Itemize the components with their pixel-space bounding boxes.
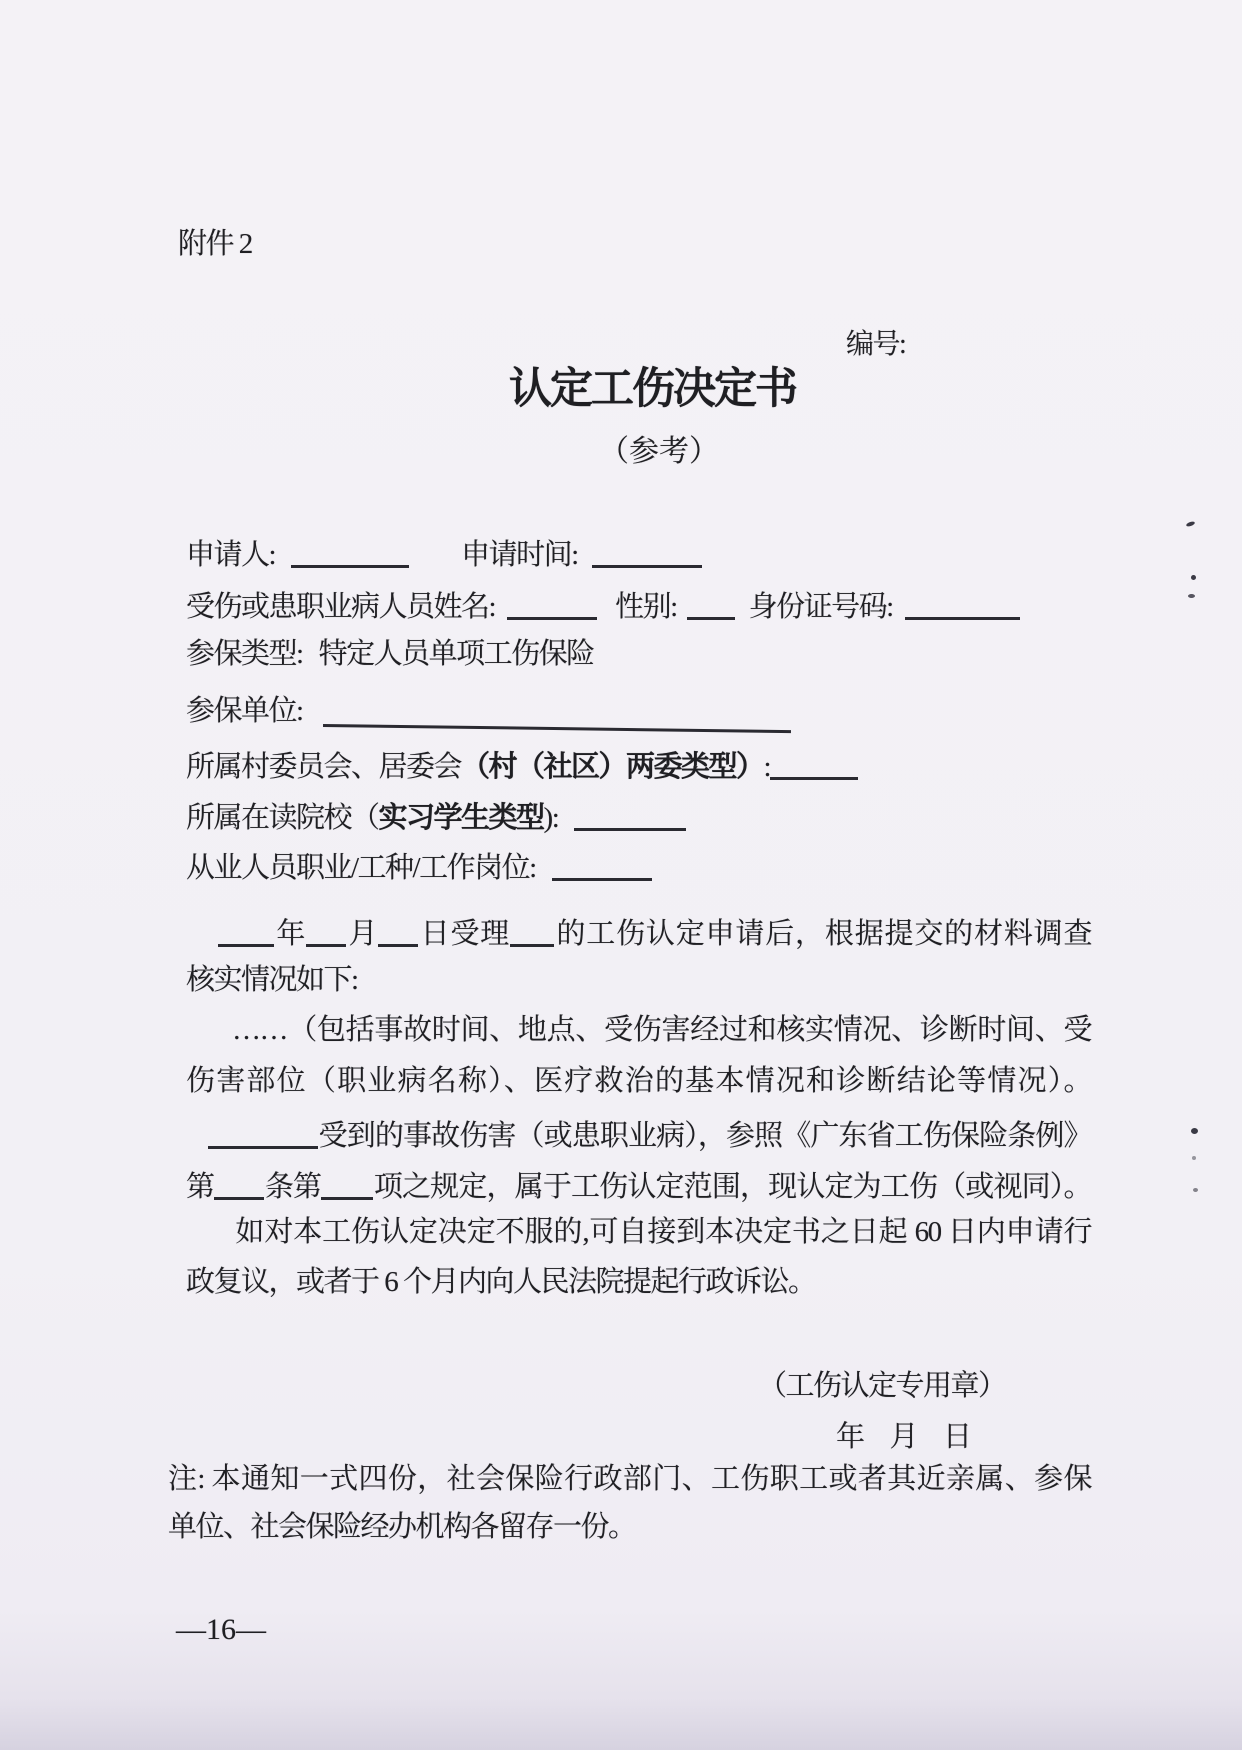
text: 受到的事故伤害（或患职业病），参照《广东省工伤保险条例》 xyxy=(318,1120,1091,1152)
spacer xyxy=(578,563,592,564)
text: 第 xyxy=(186,1171,215,1203)
form-line-school xyxy=(186,795,686,838)
text: 的工伤认定申请后，根据提交的材料调查 xyxy=(554,918,1091,950)
ink-speck xyxy=(1191,575,1196,580)
date-line xyxy=(836,1419,971,1457)
text: 所属在读院校（ xyxy=(186,802,379,834)
paragraph-appeal-line-2 xyxy=(186,1264,816,1302)
text: 伤害部位（职业病名称）、医疗救治的基本情况和诊断结论等情况）。 xyxy=(186,1065,1091,1097)
ink-speck xyxy=(1186,521,1196,528)
ink-speck xyxy=(1193,1188,1198,1192)
text: 性别: xyxy=(615,591,677,623)
spacer xyxy=(893,615,905,616)
text: 所属村委员会、居委会 xyxy=(186,751,462,783)
doc-number-label: 编号: xyxy=(846,329,906,360)
blank-field xyxy=(510,915,554,947)
text: ): xyxy=(543,802,559,834)
text: 特定人员单项工伤保险 xyxy=(318,638,594,670)
blank-field xyxy=(592,536,702,568)
spacer xyxy=(677,615,687,616)
spacer xyxy=(186,1144,208,1145)
blank-field xyxy=(306,915,346,947)
text: 年 xyxy=(836,1421,864,1453)
text: : xyxy=(763,751,771,783)
form-line-village-committee xyxy=(186,744,858,787)
blank-field xyxy=(552,849,652,881)
blank-field xyxy=(208,1117,318,1149)
blank-field xyxy=(574,799,686,831)
blank-field xyxy=(507,588,597,620)
text: 从业人员职业/工种/工作岗位: xyxy=(186,852,536,884)
page-title: 认定工伤决定书 xyxy=(509,366,796,413)
paragraph-details-line-2 xyxy=(186,1063,1091,1101)
paragraph-appeal-line-1 xyxy=(186,1214,1091,1252)
form-line-applicant xyxy=(186,532,702,575)
blank-field xyxy=(291,536,409,568)
spacer xyxy=(275,563,291,564)
text: （工伤认定专用章） xyxy=(758,1370,1006,1402)
text: 月 xyxy=(346,918,379,950)
text: 日 xyxy=(943,1421,971,1453)
spacer xyxy=(186,1038,232,1039)
attachment-label: 附件 2 xyxy=(178,228,252,260)
text: ……（包括事故时间、地点、受伤害经过和核实情况、诊断时间、受 xyxy=(232,1014,1091,1046)
text: 申请人: xyxy=(186,539,276,571)
paragraph-determination-line-2 xyxy=(186,1164,1091,1207)
ink-speck xyxy=(1191,1128,1198,1134)
spacer xyxy=(495,615,507,616)
form-line-insurance-type xyxy=(186,636,594,674)
spacer xyxy=(558,826,574,827)
paragraph-determination-line-1 xyxy=(186,1113,1091,1156)
text: 注: 本通知一式四份，社会保险行政部门、工伤职工或者其近亲属、参保 xyxy=(168,1463,1091,1495)
text: 如对本工伤认定决定不服的,可自接到本决定书之日起 60 日内申请行 xyxy=(234,1216,1091,1248)
spacer xyxy=(303,662,319,663)
text: 申请时间: xyxy=(461,539,578,571)
text: 项之规定，属于工伤认定范围，现认定为工伤（或视同）。 xyxy=(373,1171,1091,1203)
note-line-1 xyxy=(168,1461,1091,1499)
blank-field xyxy=(214,1168,264,1200)
spacer xyxy=(186,942,218,943)
form-line-occupation xyxy=(186,845,652,888)
text: 政复议，或者于 6 个月内向人民法院提起行政诉讼。 xyxy=(186,1266,816,1298)
stamp-note xyxy=(758,1368,1006,1406)
note-line-2 xyxy=(168,1509,636,1547)
blank-field xyxy=(378,915,418,947)
spacer xyxy=(864,1445,890,1446)
form-line-insured-unit xyxy=(186,688,791,731)
text: 日受理 xyxy=(418,918,511,950)
form-line-person-name-gender-id xyxy=(186,584,1020,627)
text: 核实情况如下: xyxy=(186,964,358,996)
spacer xyxy=(536,876,552,877)
spacer xyxy=(303,719,323,720)
ink-speck xyxy=(1192,1156,1196,1160)
text: 条第 xyxy=(264,1171,322,1203)
text: 参保单位: xyxy=(186,695,303,727)
text: 月 xyxy=(889,1421,918,1453)
paragraph-acceptance-line-1 xyxy=(186,911,1091,954)
bold-text: 实习学生类型 xyxy=(378,802,544,834)
blank-field xyxy=(321,1168,373,1200)
spacer xyxy=(735,615,749,616)
text: 年 xyxy=(274,918,307,950)
spacer xyxy=(597,615,615,616)
text: 单位、社会保险经办机构各留存一份。 xyxy=(168,1511,636,1543)
paragraph-details-line-1 xyxy=(186,1012,1091,1050)
bold-text: （村（社区）两委类型） xyxy=(461,751,764,783)
spacer xyxy=(917,1445,943,1446)
page-subtitle: （参考） xyxy=(599,435,719,468)
blank-field xyxy=(687,588,735,620)
paragraph-acceptance-line-2 xyxy=(186,962,358,1000)
text: 受伤或患职业病人员姓名: xyxy=(186,591,496,623)
text: 参保类型: xyxy=(186,638,303,670)
spacer xyxy=(186,1240,234,1241)
spacer xyxy=(409,563,461,564)
text: 身份证号码: xyxy=(748,591,893,623)
blank-field xyxy=(323,695,791,733)
blank-field xyxy=(770,748,858,780)
blank-field xyxy=(218,915,274,947)
blank-field xyxy=(905,588,1020,620)
ink-speck xyxy=(1188,594,1195,598)
page-number: —16— xyxy=(176,1613,266,1646)
